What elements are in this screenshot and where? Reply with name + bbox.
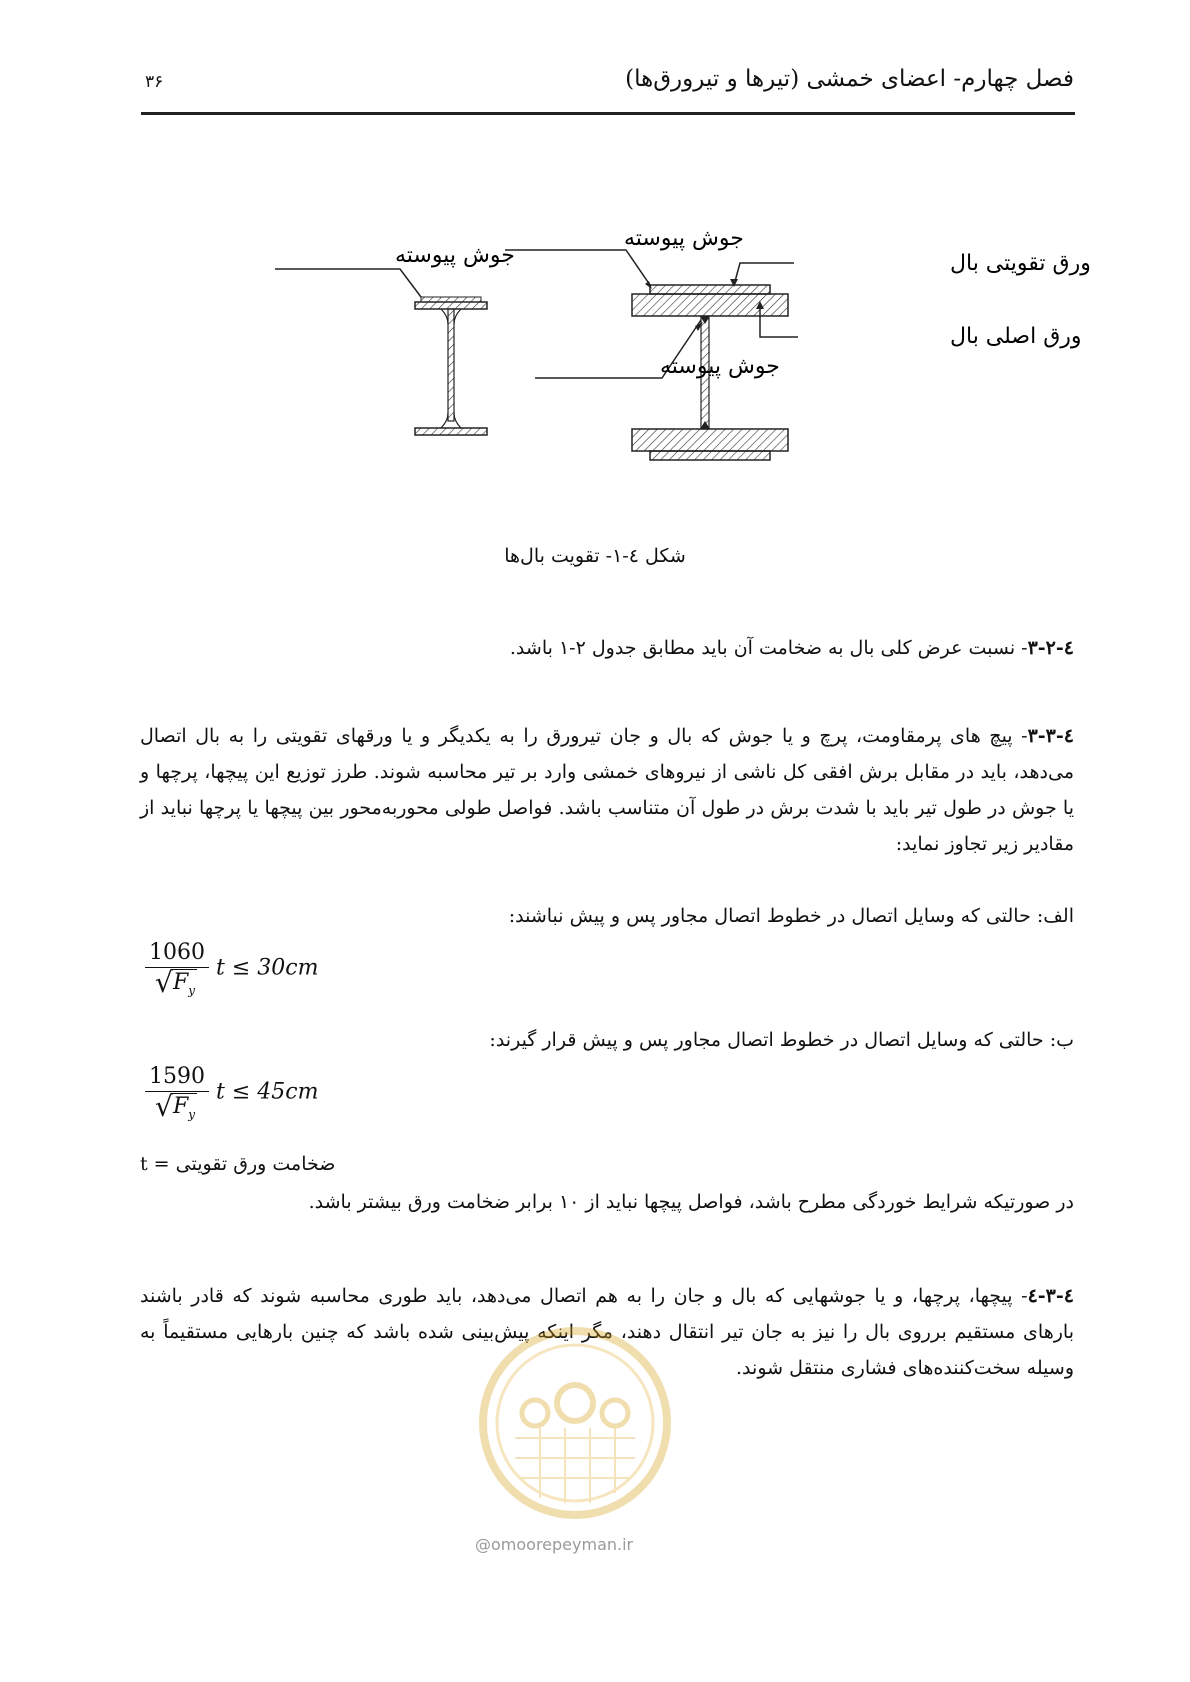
formula-a [145,940,318,997]
label-weld-top: جوش پیوسته [624,226,744,251]
label-main-flange: ورق اصلی بال [950,324,1082,349]
label-weld-left: جوش پیوسته [395,243,515,268]
label-weld-mid: جوش پیوسته [660,354,780,379]
left-i-beam [415,297,487,435]
formula-a-numerator: 1060 [145,940,209,968]
section-number: ٤-۳-٤ [1027,1285,1074,1307]
section-4-3-2 [140,630,1074,666]
section-4-3-3 [140,718,1074,862]
section-number: ٤-۳-۳ [1027,725,1074,747]
formula-b [145,1064,318,1121]
section-text: - پیچ های پرمقاومت، پرچ و یا جوش که بال و جان تیرورق را به یکدیگر و یا ورقهای تقویتی را به بال اتصال می‌دهد، باید در مقابل برش افقی کل ناشی از نیروهای خمشی وارد بر تیر محاسبه شوند. طرز توزیع این پیچها، پرچها و یا جوش در طول تیر باید با شدت برش در طول آن متناسب باشد. فواصل طولی محوربه‌محور بین پیچها یا پرچها نباید از مقادیر زیر تجاوز نماید: [140,725,1074,855]
formula-a-sub: y [188,983,196,998]
chapter-title: فصل چهارم- اعضای خمشی (تیرها و تیرورق‌ها) [625,66,1074,92]
formula-b-radicand: F [172,1094,189,1119]
watermark-url: @omoorepeyman.ir [475,1535,634,1554]
corrosion-note: در صورتیکه شرایط خوردگی مطرح باشد، فواصل پیچها نباید از ۱۰ برابر ضخامت ورق بیشتر باشد. [308,1191,1074,1213]
formula-b-numerator: 1590 [145,1064,209,1092]
flange-reinforcement-figure [0,0,1190,520]
figure-caption: شکل ٤-١- تقویت بال‌ها [504,545,686,567]
page-number: ۳۶ [145,72,164,92]
formula-a-radicand: F [172,970,189,995]
case-b-text: ب: حالتی که وسایل اتصال در خطوط اتصال مجاور پس و پیش قرار گیرند: [489,1029,1074,1051]
label-cover-plate: ورق تقویتی بال [950,251,1091,276]
section-number: ٤-۳-۲ [1027,637,1074,659]
watermark-logo [470,1318,680,1528]
formula-b-rhs: t ≤ 45cm [216,1079,319,1105]
formula-b-sub: y [188,1107,196,1122]
formula-a-rhs: t ≤ 30cm [216,955,319,981]
case-a-text: الف: حالتی که وسایل اتصال در خطوط اتصال مجاور پس و پیش نباشند: [508,905,1074,927]
section-text: - پیچها، پرچها، و یا جوشهایی که بال و جان را به هم اتصال می‌دهد، باید طوری محاسبه شوند که قادر باشند بارهای مستقیم برروی بال را نیز به جان تیر انتقال دهند، مگر اینکه پیش‌بینی شده باشد که چنین بارهایی مستقیماً به وسیله سخت‌کننده‌های فشاری منتقل شوند. [140,1285,1074,1379]
t-definition: t = ضخامت ورق تقویتی [140,1153,336,1175]
section-text: - نسبت عرض کلی بال به ضخامت آن باید مطابق جدول ۲-۱ باشد. [509,637,1028,659]
